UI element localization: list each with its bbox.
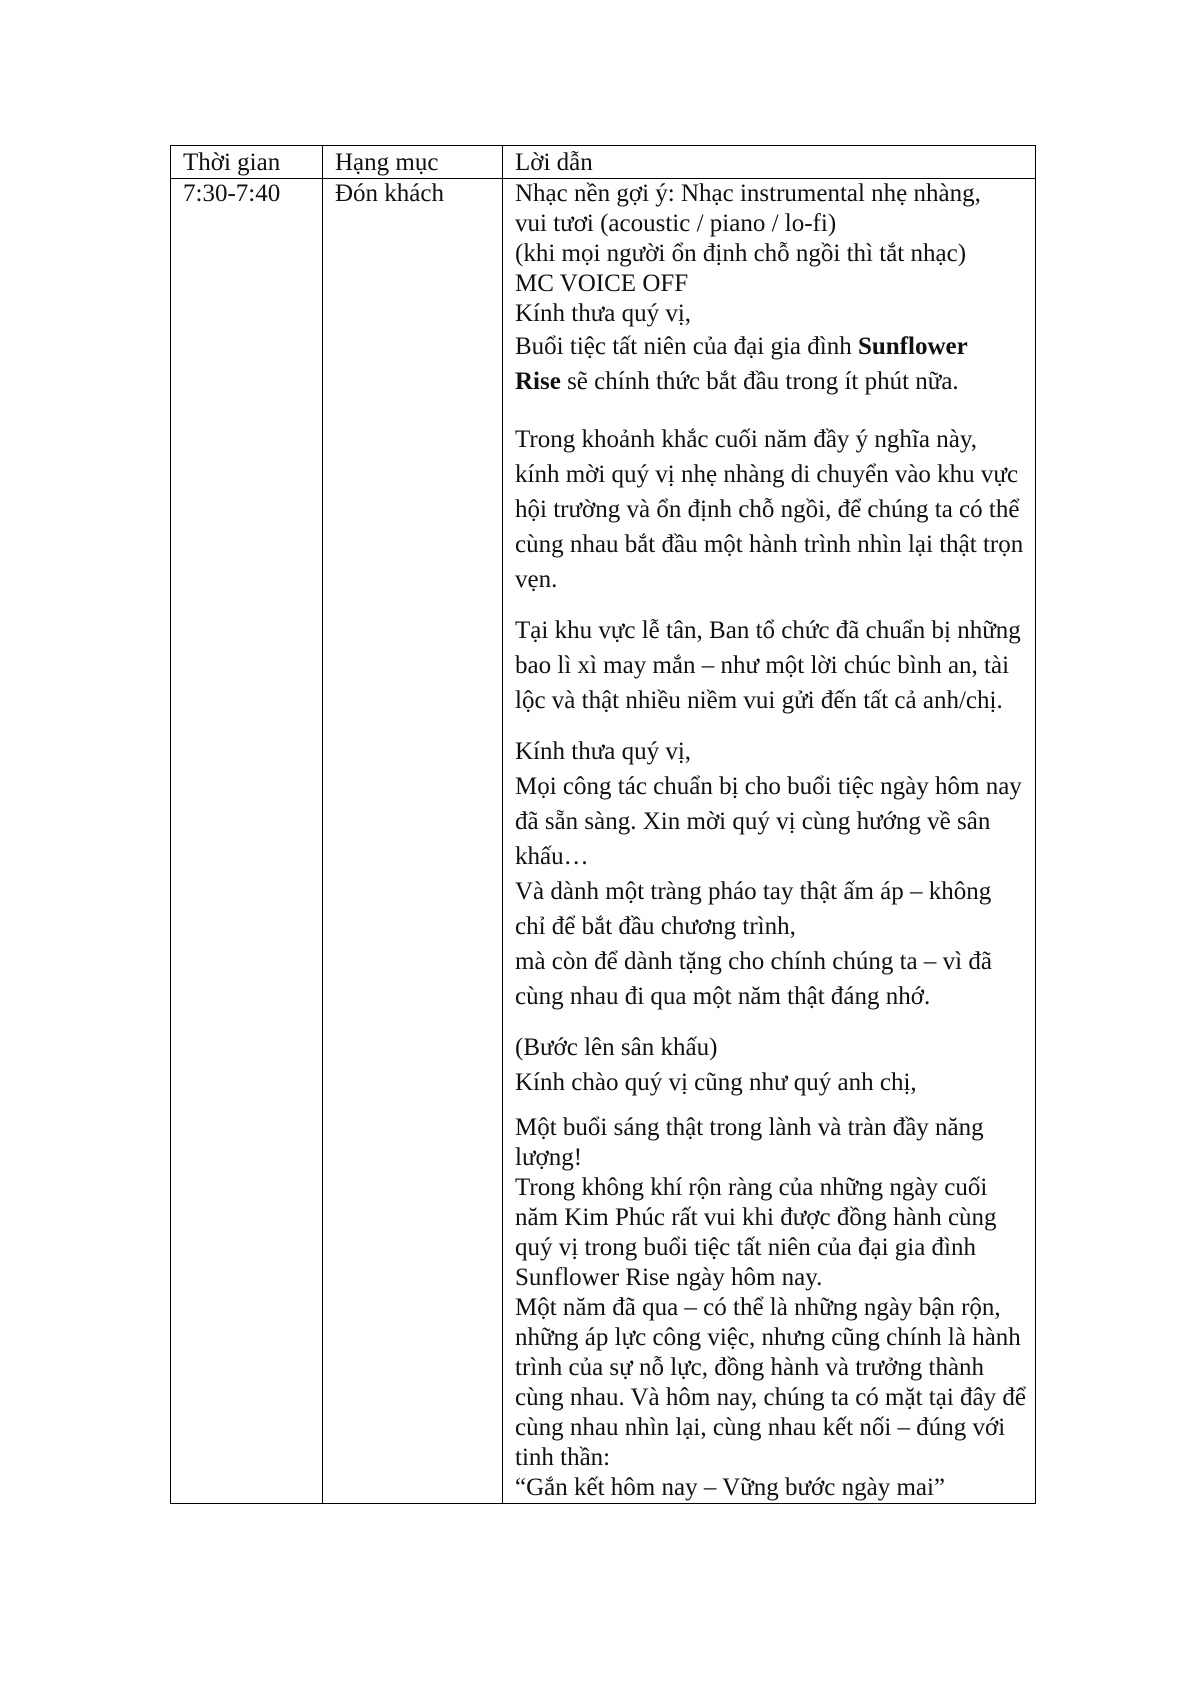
table-header-row (171, 146, 1036, 179)
row-category: Đón khách (323, 179, 503, 1504)
announcement-paragraph (515, 329, 1027, 399)
ready-paragraph: Mọi công tác chuẩn bị cho buổi tiệc ngày hôm nay đã sẵn sàng. Xin mời quý vị cùng hướng về sân khấu… (515, 773, 1022, 870)
dedicate-paragraph: mà còn để dành tặng cho chính chúng ta – vì đã cùng nhau đi qua một năm thật đáng nhớ. (515, 948, 992, 1010)
greeting-line-2: Kính thưa quý vị, (515, 738, 692, 765)
greeting-line-3: Kính chào quý vị cũng như quý anh chị, (515, 1069, 917, 1096)
slogan-line: “Gắn kết hôm nay – Vững bước ngày mai” (515, 1474, 946, 1501)
table-row (171, 179, 1036, 1504)
brand-name-part-1: Sunflower (857, 333, 968, 360)
year-paragraph: Một năm đã qua – có thể là những ngày bận rộn, những áp lực công việc, nhưng cũng chính là hành trình của sự nỗ lực, đồng hành và trưởng thành cùng nhau. Và hôm nay, chúng ta có mặt tại đây để cùng nhau nhìn lại, cùng nhau kết nối – đúng với tinh thần: (515, 1294, 1026, 1471)
reception-paragraph: Tại khu vực lễ tân, Ban tổ chức đã chuẩn bị những bao lì xì may mắn – như một lời chúc bình an, tài lộc và thật nhiều niềm vui gửi đến tất cả anh/chị. (515, 617, 1021, 714)
applause-paragraph: Và dành một tràng pháo tay thật ấm áp – không chỉ để bắt đầu chương trình, (515, 878, 992, 940)
program-script-table (170, 145, 1036, 1504)
announcement-text-post: sẽ chính thức bắt đầu trong ít phút nữa. (560, 368, 959, 395)
music-line-1: Nhạc nền gợi ý: Nhạc instrumental nhẹ nhàng, (515, 180, 981, 207)
header-time: Thời gian (171, 146, 323, 179)
music-line-3: (khi mọi người ổn định chỗ ngồi thì tắt nhạc) (515, 240, 967, 267)
voice-off-line: MC VOICE OFF (515, 270, 689, 297)
music-line-2: vui tươi (acoustic / piano / lo-fi) (515, 210, 837, 237)
atmosphere-paragraph: Trong không khí rộn ràng của những ngày cuối năm Kim Phúc rất vui khi được đồng hành cùng quý vị trong buổi tiệc tất niên của đại gia đình Sunflower Rise ngày hôm nay. (515, 1174, 997, 1291)
brand-name-part-2: Rise (515, 368, 561, 395)
header-category: Hạng mục (323, 146, 503, 179)
moment-paragraph: Trong khoảnh khắc cuối năm đầy ý nghĩa này, kính mời quý vị nhẹ nhàng di chuyển vào khu vực hội trường và ổn định chỗ ngồi, để chúng ta có thể cùng nhau bắt đầu một hành trình nhìn lại thật trọn vẹn. (515, 426, 1024, 593)
morning-paragraph: Một buổi sáng thật trong lành và tràn đầy năng lượng! (515, 1114, 984, 1171)
stage-direction: (Bước lên sân khấu) (515, 1034, 718, 1061)
row-script (503, 179, 1036, 1504)
header-script: Lời dẫn (503, 146, 1036, 179)
greeting-line-1: Kính thưa quý vị, (515, 300, 692, 327)
announcement-text-pre: Buổi tiệc tất niên của đại gia đình (515, 333, 858, 360)
row-time: 7:30-7:40 (171, 179, 323, 1504)
